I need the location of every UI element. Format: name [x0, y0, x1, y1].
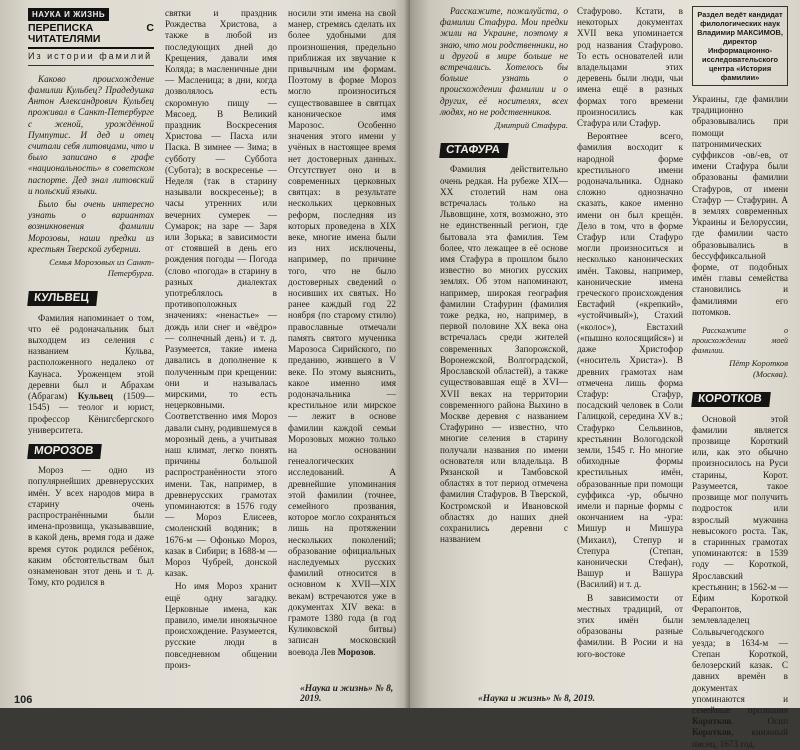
kulbec-text: Фамилия напоминает о том, что её родоначальник был выходцем из селения с названием Кульва, расположенного недалеко от Каунаса. Уроженцем этой деревни был и Абрахам (Абрагам) Кульвец (1509—1545) — теолог и юрист, профессор Кёнигсбергского университета.: [28, 312, 155, 435]
stafura-text-col1: Фамилия действительно очень редкая. На рубеже XIX—XX столетий нам она встречалась только на Львовщине, хотя, возможно, это не единственный регион, где бытовала эта фамилия. Тем более, что лежащее в её основе имя Стафура в прошлом было известно во многих русских землях. Об этом напоминают, например, широкая география фамилии Стафурин (фамилия тоже редка, но, например, в первой половине XX века она встречалась среди жителей современных Запорожской, Воронежской, Волгоградской, Ярославской областей), а также существовавшая ещё в XVI—XVII веках на территории современного района Выхино в Москве деревня с названием Стафурино — известно, что многие селения в старину получали названия по имени основателя или владельца. В Рязанской и Тамбовской областях в тот период отмечена фамилия Стафуров. В Тверской, Костромской и Ивановской областях до наших дней сохранились деревни с названием: [440, 164, 568, 545]
reader-question-morozov: Было бы очень интересно узнать о вариантах возникновения фамилии Морозовы, наши предки из крестьян Тверской губернии.: [28, 199, 154, 254]
korotkov-text: Основой этой фамилии является прозвище Короткий или, как это обычно произносилось на Руси старины, Корот. Разумеется, такое прозвище мог получить подросток или взрослый мужчина невысокого роста. Так, в старинных грамотах упоминаются: в 1539 году — Короткой, Ярославский крестьянин; в 1562-м — Ефим Короткой Ферапонтов, землевладелец Сольвычегодского уезда; в 1634-м — Степан Короткой, белозерский казак. С давних времён в документах упоминаются и семейные прозвания Коротков. Осип Коротков, книжный писец, 1673 год.: [692, 413, 788, 749]
heading-stafura: СТАФУРА: [439, 143, 508, 158]
editor-sidebox: Раздел ведёт кандидат филологических наук Владимир МАКСИМОВ, директор Информационно-исследовательского центра «История фамилии»: [692, 6, 788, 86]
heading-korotkov: КОРОТКОВ: [691, 392, 770, 407]
question-signature-stafura: Дмитрий Стафура.: [494, 120, 568, 131]
right-footer: «Наука и жизнь» № 8, 2019.: [478, 694, 596, 704]
stafura-text-col2: Стафурово. Кстати, в некоторых документах XVII века упоминается род названия Стафурово. То есть основателей или владельцами этих деревень были люди, чьи имена ещё в разных формах того времени произносились как Стафура или Стафур.: [577, 6, 683, 129]
left-footer: «Наука и жизнь» № 8, 2019.: [300, 684, 394, 704]
rubric-title: ПЕРЕПИСКА С ЧИТАТЕЛЯМИ: [28, 23, 154, 48]
right-column-1: [440, 6, 568, 678]
question-signature: Семья Морозовых из Санкт-Петербурга.: [49, 257, 154, 279]
morozov-text-col3: носили эти имена на свой манер, стремясь сделать их более удобными для произношения, предельно приближая их звучание к привычным им формам. Поэтому в форме Мороз могло произноситься существовавшее в святцах каноническое имя Марозос. Особенно значения этого имени у учёных в настоящее время нет достоверных данных. Отсутствует оно и в современных церковных святцах: в результате нескольких церковных реформ, последняя из которых проведена в XIX веке, многие имена были из них исключены, например, по причине того, что не было достоверных сведений о носивших их святых. Но ранее каждый год 22 ноября (по старому стилю) православные отмечали память святого мученика Марозоса Сирийского, по преданию, жившего в V веке. По этому выяснить, какое именно имя родоначальника — крестильное или мирское — лежит в основе фамилии каждой семьи Морозовых можно только на основании генеалогических исследований. А древнейшие упоминания этой фамилии (точнее, семейного прозвания, которое могло сохраняться лишь на протяжении нескольких поколений; образование официальных наследуемых русских фамилий относится в основном к XVII—XIX векам) встречаются уже в документах XIV века: в грамоте 1380 года (в год Куликовской битвы) записан московский воевода Лев Морозов.: [288, 8, 396, 657]
morozov-text-col2-p2: Но имя Мороз хранит ещё одну загадку. Церковные имена, как правило, имели иноязычное происхождение. Разумеется, русские люди в повседневном общении произ-: [165, 581, 277, 670]
right-page: [410, 0, 800, 749]
heading-morozov: МОРОЗОВ: [27, 444, 102, 459]
question-signature-korotkov: Пётр Коротков (Москва).: [729, 358, 788, 380]
left-page: [0, 0, 410, 708]
left-column-3: [288, 8, 396, 658]
reader-question-korotkov: Расскажите о происхождении моей фамилии.: [692, 326, 788, 356]
reader-question-stafura: Расскажите, пожалуйста, о фамилии Стафура. Мои предки жили на Украине, поэтому я знаю, что мои родственники, но и другой в мире больше не встречались. Хотелось бы больше узнать о происхождении фамилии и о других, её носителях, всех людях, но не родственников.: [440, 6, 568, 117]
stafura-text-col3: Украины, где фамилии традиционно образовывались при помощи патронимических суффиксов -ов/-ев, от имени Стафура были образованы фамилии Стафуров, от имени Стафур — Стафурин. А в землях современных Украины и Белоруссии, где фамилии часто образовывались в бессуффиксальной форме, от подобных имён главы семейства становились и фамилиями его потомков.: [692, 94, 788, 317]
right-column-2: [577, 6, 683, 678]
left-column-1: [28, 8, 154, 688]
left-column-2: [165, 8, 277, 688]
page-number: 106: [14, 694, 33, 706]
reader-question-kulbec: Каково происхождение фамилии Кульбец? Прадедушка Антон Александрович Кульбец проживал в Санкт-Петербурге с женой, урождённой Пумпутис. И дед и отец считали себя литовцами, что и было записано в графе «национальность» в советском паспорте. Дед знал литовский и польский языки.: [28, 73, 154, 196]
stafura-text-col2-p3: В зависимости от местных традиций, от этих имён были образованы разные фамилии. В Росии и на юго-востоке: [577, 592, 683, 659]
heading-kulbec: КУЛЬВЕЦ: [27, 291, 97, 306]
morozov-text-start: Мороз — одно из популярнейших древнерусских имён. У всех народов мира в старину очень распространёнными были имена-прозвища, указывавшие, в какой день, время года и даже время суток родился ребёнок, каким обстоятельствам был ознаменован этот день и т. д. Тому, кто родился в: [28, 465, 154, 588]
right-column-3: [692, 6, 788, 749]
rubric-subtitle: Из истории фамилий: [28, 51, 154, 66]
morozov-text-col2: святки и праздник Рождества Христова, а также в любой из последующих дней до Крещения, давали имя Коляда; в масленичные дни — Масленица; в дни, когда дозволялось есть скоромную пищу — Мясоед. В Великий праздник Воскресения Христова — Пасха или Паска. В зимнее — Зима; в субботу — Суббота (Субота); в воскресенье — Неделя (так в старину называли воскресенье); в часы утренних или вечерних сумерек — Сумарок; на заре — Заря или Зорька; в зависимости от стоявшей в день его рождения погоды — Погода (слово «погода» в старину в разных диалектах употреблялось в противоположных значениях: «ненастье» — дождь или снег и «вёдро» — солнечный день) и т. д. Разумеется, такие имена давались в дополнение к полученным при крещении: они и называлась мирскими, то есть нецерковными. Соответственно имя Мороз давали сыну, родившемуся в морозный день, а учитывая наш климат, легко понять причины большой распространённости этого имени. Так, например, в древнерусских грамотах упоминаются: в 1576 году — Мороз Елисеев, смоленский водяник; в 1676-м — Офонько Мороз, казак в Сибири; в 1688-м — Мороз Чубрей, донской казак.: [165, 8, 277, 579]
rubric-tag: НАУКА И ЖИЗНЬ: [28, 8, 109, 21]
stafura-text-col2-p2: Вероятнее всего, фамилия восходит к народной форме крестильного имени родоначальника. Однако сложно однозначно сказать, какое именно имени он был крещён. Дело в том, что в форме Стафур или Стафуро могли произноситься и несколько канонических имён. Таковы, например, канонические имена греческого происхождения Евстафий («крепкий», «устойчивый»), Стахий («колос»), Евстахий («пышно колосящийся») и даже Христофор («носитель Христа»). В древних грамотах нам отмечена лишь форма Стафур: Стафур, посадский человек в Соли Галицкой, середина XV в.; Стафурко Сельвинов, крестьянин Вологодской земли, 1545 г. Но многие обиходные формы крестильных имён, образованные при помощи суффикса -ур, обычно имели и парные формы с окончанием на -ура: Мишур и Мишура (Михаил), Степур и Степура (Степан, канонически Стефан), Вашур и Вашура (Василий) и т. д.: [577, 131, 683, 590]
